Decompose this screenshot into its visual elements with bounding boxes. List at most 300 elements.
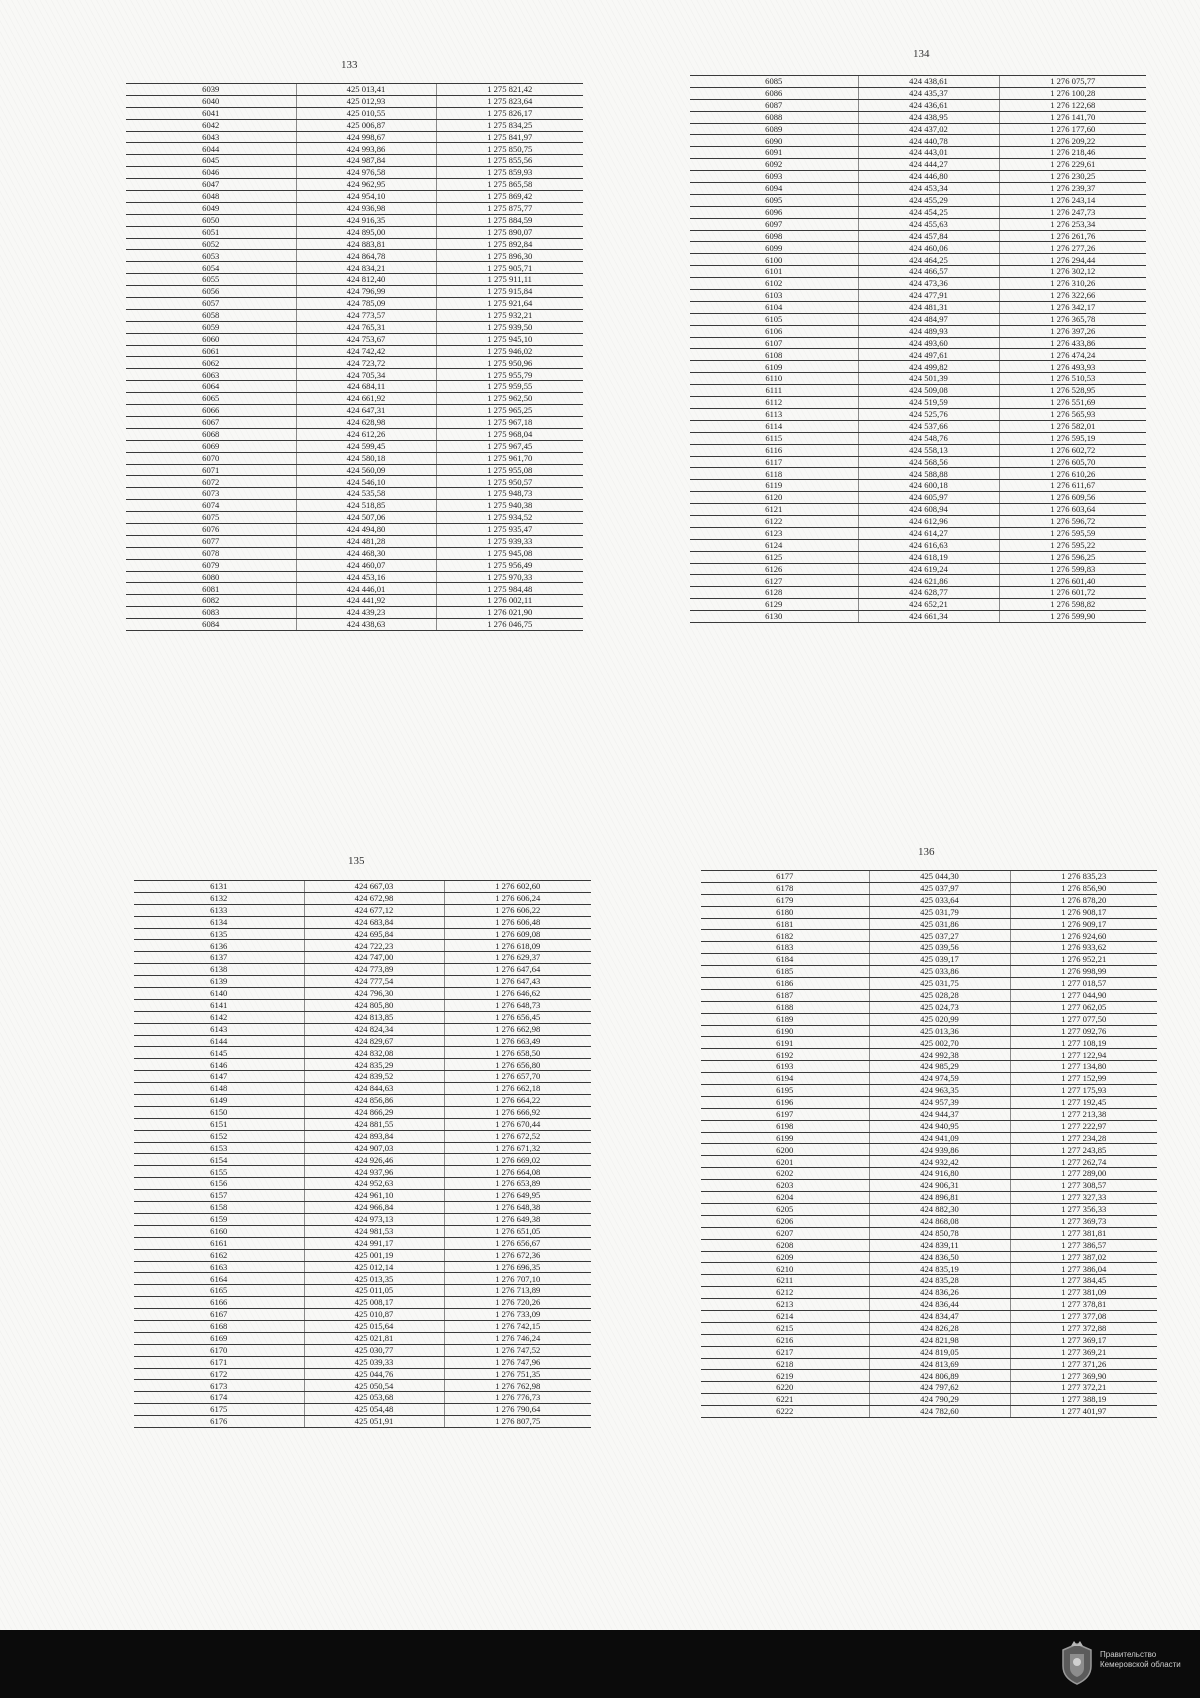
y-coordinate-cell: 1 277 062,05: [1010, 1001, 1157, 1013]
point-number-cell: 6181: [701, 918, 869, 930]
table-row: [701, 1120, 1157, 1132]
point-number-cell: 6215: [701, 1322, 869, 1334]
x-coordinate-cell: 424 723,72: [296, 357, 436, 369]
x-coordinate-cell: 424 939,86: [869, 1144, 1010, 1156]
table-row: [690, 242, 1146, 254]
point-number-cell: 6093: [690, 171, 858, 183]
point-number-cell: 6221: [701, 1394, 869, 1406]
x-coordinate-cell: 424 457,84: [858, 230, 999, 242]
y-coordinate-cell: 1 275 935,47: [436, 523, 583, 535]
y-coordinate-cell: 1 275 921,64: [436, 298, 583, 310]
y-coordinate-cell: 1 276 599,90: [999, 611, 1146, 623]
point-number-cell: 6157: [134, 1190, 304, 1202]
y-coordinate-cell: 1 276 565,93: [999, 408, 1146, 420]
point-number-cell: 6130: [690, 611, 858, 623]
point-number-cell: 6046: [126, 167, 296, 179]
point-number-cell: 6137: [134, 952, 304, 964]
table-row: [134, 999, 591, 1011]
point-number-cell: 6058: [126, 309, 296, 321]
page-number: 134: [913, 48, 930, 60]
y-coordinate-cell: 1 275 950,57: [436, 476, 583, 488]
y-coordinate-cell: 1 276 666,92: [444, 1106, 591, 1118]
table-row: [134, 940, 591, 952]
point-number-cell: 6218: [701, 1358, 869, 1370]
y-coordinate-cell: 1 276 595,19: [999, 432, 1146, 444]
y-coordinate-cell: 1 275 841,97: [436, 131, 583, 143]
table-row: [134, 1380, 591, 1392]
table-row: [126, 274, 583, 286]
table-row: [690, 373, 1146, 385]
y-coordinate-cell: 1 276 474,24: [999, 349, 1146, 361]
table-row: [701, 1215, 1157, 1227]
table-row: [701, 1073, 1157, 1085]
y-coordinate-cell: 1 276 856,90: [1010, 882, 1157, 894]
table-row: [126, 214, 583, 226]
point-number-cell: 6044: [126, 143, 296, 155]
y-coordinate-cell: 1 276 909,17: [1010, 918, 1157, 930]
x-coordinate-cell: 424 883,81: [296, 238, 436, 250]
x-coordinate-cell: 424 812,40: [296, 274, 436, 286]
y-coordinate-cell: 1 276 696,35: [444, 1261, 591, 1273]
y-coordinate-cell: 1 276 122,68: [999, 99, 1146, 111]
x-coordinate-cell: 424 695,84: [304, 928, 444, 940]
point-number-cell: 6105: [690, 313, 858, 325]
y-coordinate-cell: 1 276 653,89: [444, 1178, 591, 1190]
point-number-cell: 6160: [134, 1225, 304, 1237]
x-coordinate-cell: 424 824,34: [304, 1023, 444, 1035]
table-row: [690, 135, 1146, 147]
table-row: [126, 191, 583, 203]
y-coordinate-cell: 1 276 924,60: [1010, 930, 1157, 942]
point-number-cell: 6177: [701, 871, 869, 883]
point-number-cell: 6219: [701, 1370, 869, 1382]
point-number-cell: 6103: [690, 290, 858, 302]
point-number-cell: 6142: [134, 1011, 304, 1023]
table-row: [701, 1310, 1157, 1322]
x-coordinate-cell: 424 981,53: [304, 1225, 444, 1237]
x-coordinate-cell: 424 722,23: [304, 940, 444, 952]
point-number-cell: 6148: [134, 1083, 304, 1095]
point-number-cell: 6065: [126, 393, 296, 405]
point-number-cell: 6104: [690, 301, 858, 313]
table-row: [126, 428, 583, 440]
y-coordinate-cell: 1 275 984,48: [436, 583, 583, 595]
x-coordinate-cell: 425 006,87: [296, 119, 436, 131]
table-row: [701, 966, 1157, 978]
point-number-cell: 6179: [701, 894, 869, 906]
y-coordinate-cell: 1 277 243,85: [1010, 1144, 1157, 1156]
y-coordinate-cell: 1 276 601,72: [999, 587, 1146, 599]
table-row: [690, 147, 1146, 159]
y-coordinate-cell: 1 277 369,17: [1010, 1334, 1157, 1346]
point-number-cell: 6192: [701, 1049, 869, 1061]
x-coordinate-cell: 424 619,24: [858, 563, 999, 575]
point-number-cell: 6171: [134, 1356, 304, 1368]
table-row: [126, 286, 583, 298]
y-coordinate-cell: 1 275 932,21: [436, 309, 583, 321]
x-coordinate-cell: 424 683,84: [304, 916, 444, 928]
table-row: [690, 123, 1146, 135]
table-row: [134, 964, 591, 976]
y-coordinate-cell: 1 276 397,26: [999, 325, 1146, 337]
y-coordinate-cell: 1 277 381,81: [1010, 1227, 1157, 1239]
x-coordinate-cell: 424 599,45: [296, 440, 436, 452]
x-coordinate-cell: 425 021,81: [304, 1332, 444, 1344]
point-number-cell: 6127: [690, 575, 858, 587]
table-row: [134, 1023, 591, 1035]
x-coordinate-cell: 424 961,10: [304, 1190, 444, 1202]
x-coordinate-cell: 424 966,84: [304, 1202, 444, 1214]
y-coordinate-cell: 1 277 386,57: [1010, 1239, 1157, 1251]
table-row: [701, 1180, 1157, 1192]
y-coordinate-cell: 1 276 713,89: [444, 1285, 591, 1297]
point-number-cell: 6053: [126, 250, 296, 262]
x-coordinate-cell: 424 906,31: [869, 1180, 1010, 1192]
y-coordinate-cell: 1 276 720,26: [444, 1297, 591, 1309]
x-coordinate-cell: 425 024,73: [869, 1001, 1010, 1013]
x-coordinate-cell: 424 705,34: [296, 369, 436, 381]
x-coordinate-cell: 425 008,17: [304, 1297, 444, 1309]
point-number-cell: 6059: [126, 321, 296, 333]
point-number-cell: 6095: [690, 194, 858, 206]
x-coordinate-cell: 424 813,85: [304, 1011, 444, 1023]
x-coordinate-cell: 424 525,76: [858, 408, 999, 420]
x-coordinate-cell: 424 468,30: [296, 547, 436, 559]
point-number-cell: 6119: [690, 480, 858, 492]
y-coordinate-cell: 1 276 776,73: [444, 1392, 591, 1404]
y-coordinate-cell: 1 277 044,90: [1010, 989, 1157, 1001]
point-number-cell: 6091: [690, 147, 858, 159]
y-coordinate-cell: 1 275 834,25: [436, 119, 583, 131]
table-row: [701, 1096, 1157, 1108]
table-row: [126, 488, 583, 500]
x-coordinate-cell: 424 608,94: [858, 504, 999, 516]
y-coordinate-cell: 1 276 664,08: [444, 1166, 591, 1178]
y-coordinate-cell: 1 276 611,67: [999, 480, 1146, 492]
table-row: [701, 1168, 1157, 1180]
point-number-cell: 6055: [126, 274, 296, 286]
x-coordinate-cell: 425 054,48: [304, 1404, 444, 1416]
x-coordinate-cell: 424 481,28: [296, 535, 436, 547]
table-row: [134, 1047, 591, 1059]
x-coordinate-cell: 424 974,59: [869, 1073, 1010, 1085]
point-number-cell: 6089: [690, 123, 858, 135]
x-coordinate-cell: 424 882,30: [869, 1203, 1010, 1215]
page-number: 136: [918, 846, 935, 858]
table-row: [690, 420, 1146, 432]
y-coordinate-cell: 1 276 551,69: [999, 397, 1146, 409]
coordinates-table: [134, 880, 591, 1428]
point-number-cell: 6057: [126, 298, 296, 310]
y-coordinate-cell: 1 276 247,73: [999, 206, 1146, 218]
point-number-cell: 6191: [701, 1037, 869, 1049]
point-number-cell: 6143: [134, 1023, 304, 1035]
y-coordinate-cell: 1 277 384,45: [1010, 1275, 1157, 1287]
x-coordinate-cell: 424 438,63: [296, 619, 436, 631]
table-row: [690, 492, 1146, 504]
point-number-cell: 6183: [701, 942, 869, 954]
x-coordinate-cell: 425 013,36: [869, 1025, 1010, 1037]
point-number-cell: 6102: [690, 278, 858, 290]
x-coordinate-cell: 424 881,55: [304, 1118, 444, 1130]
x-coordinate-cell: 425 028,28: [869, 989, 1010, 1001]
y-coordinate-cell: 1 276 602,72: [999, 444, 1146, 456]
x-coordinate-cell: 424 647,31: [296, 405, 436, 417]
point-number-cell: 6094: [690, 183, 858, 195]
y-coordinate-cell: 1 277 192,45: [1010, 1096, 1157, 1108]
x-coordinate-cell: 425 039,33: [304, 1356, 444, 1368]
y-coordinate-cell: 1 276 294,44: [999, 254, 1146, 266]
y-coordinate-cell: 1 277 234,28: [1010, 1132, 1157, 1144]
y-coordinate-cell: 1 277 371,26: [1010, 1358, 1157, 1370]
y-coordinate-cell: 1 275 959,55: [436, 381, 583, 393]
table-row: [701, 1287, 1157, 1299]
point-number-cell: 6117: [690, 456, 858, 468]
x-coordinate-cell: 424 829,67: [304, 1035, 444, 1047]
y-coordinate-cell: 1 277 356,33: [1010, 1203, 1157, 1215]
y-coordinate-cell: 1 276 100,28: [999, 87, 1146, 99]
table-row: [690, 527, 1146, 539]
x-coordinate-cell: 424 460,07: [296, 559, 436, 571]
y-coordinate-cell: 1 276 239,37: [999, 183, 1146, 195]
table-row: [690, 349, 1146, 361]
x-coordinate-cell: 424 628,98: [296, 416, 436, 428]
point-number-cell: 6066: [126, 405, 296, 417]
table-row: [126, 226, 583, 238]
y-coordinate-cell: 1 276 598,82: [999, 599, 1146, 611]
y-coordinate-cell: 1 276 647,64: [444, 964, 591, 976]
y-coordinate-cell: 1 275 865,58: [436, 179, 583, 191]
point-number-cell: 6084: [126, 619, 296, 631]
x-coordinate-cell: 424 677,12: [304, 904, 444, 916]
point-number-cell: 6138: [134, 964, 304, 976]
x-coordinate-cell: 424 438,95: [858, 111, 999, 123]
x-coordinate-cell: 424 446,01: [296, 583, 436, 595]
table-row: [126, 321, 583, 333]
point-number-cell: 6067: [126, 416, 296, 428]
y-coordinate-cell: 1 275 911,11: [436, 274, 583, 286]
point-number-cell: 6164: [134, 1273, 304, 1285]
y-coordinate-cell: 1 276 596,25: [999, 551, 1146, 563]
point-number-cell: 6169: [134, 1332, 304, 1344]
x-coordinate-cell: 424 836,44: [869, 1299, 1010, 1311]
x-coordinate-cell: 424 509,08: [858, 385, 999, 397]
table-row: [690, 159, 1146, 171]
y-coordinate-cell: 1 276 746,24: [444, 1332, 591, 1344]
x-coordinate-cell: 424 916,35: [296, 214, 436, 226]
y-coordinate-cell: 1 275 967,45: [436, 440, 583, 452]
x-coordinate-cell: 425 044,76: [304, 1368, 444, 1380]
table-row: [126, 547, 583, 559]
footer-bar: [0, 1630, 1200, 1698]
table-row: [126, 476, 583, 488]
table-row: [690, 456, 1146, 468]
point-number-cell: 6074: [126, 500, 296, 512]
x-coordinate-cell: 424 614,27: [858, 527, 999, 539]
x-coordinate-cell: 424 435,37: [858, 87, 999, 99]
y-coordinate-cell: 1 277 289,00: [1010, 1168, 1157, 1180]
y-coordinate-cell: 1 277 372,21: [1010, 1382, 1157, 1394]
y-coordinate-cell: 1 276 657,70: [444, 1071, 591, 1083]
table-row: [134, 1273, 591, 1285]
x-coordinate-cell: 424 518,85: [296, 500, 436, 512]
point-number-cell: 6152: [134, 1130, 304, 1142]
point-number-cell: 6217: [701, 1346, 869, 1358]
y-coordinate-cell: 1 277 377,08: [1010, 1310, 1157, 1322]
table-row: [134, 928, 591, 940]
x-coordinate-cell: 424 806,89: [869, 1370, 1010, 1382]
point-number-cell: 6172: [134, 1368, 304, 1380]
point-number-cell: 6134: [134, 916, 304, 928]
x-coordinate-cell: 424 962,95: [296, 179, 436, 191]
table-row: [701, 1382, 1157, 1394]
table-row: [701, 1299, 1157, 1311]
point-number-cell: 6068: [126, 428, 296, 440]
point-number-cell: 6039: [126, 84, 296, 96]
point-number-cell: 6139: [134, 976, 304, 988]
y-coordinate-cell: 1 276 609,56: [999, 492, 1146, 504]
table-row: [134, 1118, 591, 1130]
point-number-cell: 6141: [134, 999, 304, 1011]
point-number-cell: 6150: [134, 1106, 304, 1118]
x-coordinate-cell: 424 616,63: [858, 539, 999, 551]
table-row: [134, 892, 591, 904]
x-coordinate-cell: 424 836,50: [869, 1251, 1010, 1263]
y-coordinate-cell: 1 275 884,59: [436, 214, 583, 226]
x-coordinate-cell: 425 053,68: [304, 1392, 444, 1404]
y-coordinate-cell: 1 276 253,34: [999, 218, 1146, 230]
table-row: [701, 1061, 1157, 1073]
x-coordinate-cell: 424 519,59: [858, 397, 999, 409]
x-coordinate-cell: 424 796,30: [304, 988, 444, 1000]
x-coordinate-cell: 424 494,80: [296, 523, 436, 535]
y-coordinate-cell: 1 277 378,81: [1010, 1299, 1157, 1311]
table-row: [690, 99, 1146, 111]
y-coordinate-cell: 1 275 823,64: [436, 95, 583, 107]
x-coordinate-cell: 424 998,67: [296, 131, 436, 143]
x-coordinate-cell: 424 742,42: [296, 345, 436, 357]
x-coordinate-cell: 424 436,61: [858, 99, 999, 111]
table-row: [126, 119, 583, 131]
point-number-cell: 6096: [690, 206, 858, 218]
x-coordinate-cell: 424 438,61: [858, 76, 999, 88]
point-number-cell: 6213: [701, 1299, 869, 1311]
point-number-cell: 6162: [134, 1249, 304, 1261]
point-number-cell: 6116: [690, 444, 858, 456]
x-coordinate-cell: 424 667,03: [304, 881, 444, 893]
table-row: [134, 1297, 591, 1309]
y-coordinate-cell: 1 276 672,52: [444, 1130, 591, 1142]
x-coordinate-cell: 425 033,86: [869, 966, 1010, 978]
x-coordinate-cell: 424 937,96: [304, 1166, 444, 1178]
x-coordinate-cell: 424 753,67: [296, 333, 436, 345]
x-coordinate-cell: 424 844,63: [304, 1083, 444, 1095]
table-row: [126, 107, 583, 119]
table-row: [701, 1263, 1157, 1275]
table-row: [701, 1322, 1157, 1334]
x-coordinate-cell: 425 050,54: [304, 1380, 444, 1392]
x-coordinate-cell: 424 484,97: [858, 313, 999, 325]
table-row: [126, 167, 583, 179]
point-number-cell: 6132: [134, 892, 304, 904]
table-row: [701, 1203, 1157, 1215]
point-number-cell: 6050: [126, 214, 296, 226]
x-coordinate-cell: 424 839,11: [869, 1239, 1010, 1251]
table-row: [701, 942, 1157, 954]
point-number-cell: 6206: [701, 1215, 869, 1227]
x-coordinate-cell: 425 039,17: [869, 954, 1010, 966]
table-row: [690, 504, 1146, 516]
y-coordinate-cell: 1 276 707,10: [444, 1273, 591, 1285]
x-coordinate-cell: 424 907,03: [304, 1142, 444, 1154]
table-row: [701, 882, 1157, 894]
y-coordinate-cell: 1 276 322,66: [999, 290, 1146, 302]
point-number-cell: 6120: [690, 492, 858, 504]
y-coordinate-cell: 1 276 656,80: [444, 1059, 591, 1071]
x-coordinate-cell: 425 031,79: [869, 906, 1010, 918]
y-coordinate-cell: 1 277 175,93: [1010, 1085, 1157, 1097]
point-number-cell: 6079: [126, 559, 296, 571]
point-number-cell: 6209: [701, 1251, 869, 1263]
table-row: [701, 1013, 1157, 1025]
table-row: [134, 1309, 591, 1321]
x-coordinate-cell: 424 952,63: [304, 1178, 444, 1190]
y-coordinate-cell: 1 276 218,46: [999, 147, 1146, 159]
y-coordinate-cell: 1 275 940,38: [436, 500, 583, 512]
x-coordinate-cell: 424 558,13: [858, 444, 999, 456]
table-row: [134, 1285, 591, 1297]
y-coordinate-cell: 1 276 662,98: [444, 1023, 591, 1035]
table-row: [690, 575, 1146, 587]
x-coordinate-cell: 425 031,75: [869, 978, 1010, 990]
x-coordinate-cell: 424 600,18: [858, 480, 999, 492]
y-coordinate-cell: 1 276 648,73: [444, 999, 591, 1011]
coordinates-table: [701, 870, 1157, 1418]
table-row: [134, 1166, 591, 1178]
x-coordinate-cell: 424 621,86: [858, 575, 999, 587]
y-coordinate-cell: 1 277 372,88: [1010, 1322, 1157, 1334]
x-coordinate-cell: 424 489,93: [858, 325, 999, 337]
point-number-cell: 6163: [134, 1261, 304, 1273]
table-row: [134, 1071, 591, 1083]
y-coordinate-cell: 1 276 998,99: [1010, 966, 1157, 978]
table-row: [134, 1083, 591, 1095]
table-row: [126, 393, 583, 405]
x-coordinate-cell: 424 628,77: [858, 587, 999, 599]
table-row: [690, 194, 1146, 206]
y-coordinate-cell: 1 275 875,77: [436, 202, 583, 214]
x-coordinate-cell: 424 453,34: [858, 183, 999, 195]
x-coordinate-cell: 424 652,21: [858, 599, 999, 611]
point-number-cell: 6124: [690, 539, 858, 551]
table-row: [126, 607, 583, 619]
x-coordinate-cell: 424 439,23: [296, 607, 436, 619]
y-coordinate-cell: 1 276 046,75: [436, 619, 583, 631]
point-number-cell: 6083: [126, 607, 296, 619]
y-coordinate-cell: 1 276 582,01: [999, 420, 1146, 432]
x-coordinate-cell: 424 991,17: [304, 1237, 444, 1249]
table-row: [126, 333, 583, 345]
x-coordinate-cell: 424 618,19: [858, 551, 999, 563]
point-number-cell: 6186: [701, 978, 869, 990]
point-number-cell: 6203: [701, 1180, 869, 1192]
point-number-cell: 6200: [701, 1144, 869, 1156]
point-number-cell: 6185: [701, 966, 869, 978]
y-coordinate-cell: 1 277 386,04: [1010, 1263, 1157, 1275]
y-coordinate-cell: 1 275 950,96: [436, 357, 583, 369]
table-row: [134, 1213, 591, 1225]
x-coordinate-cell: 425 012,14: [304, 1261, 444, 1273]
